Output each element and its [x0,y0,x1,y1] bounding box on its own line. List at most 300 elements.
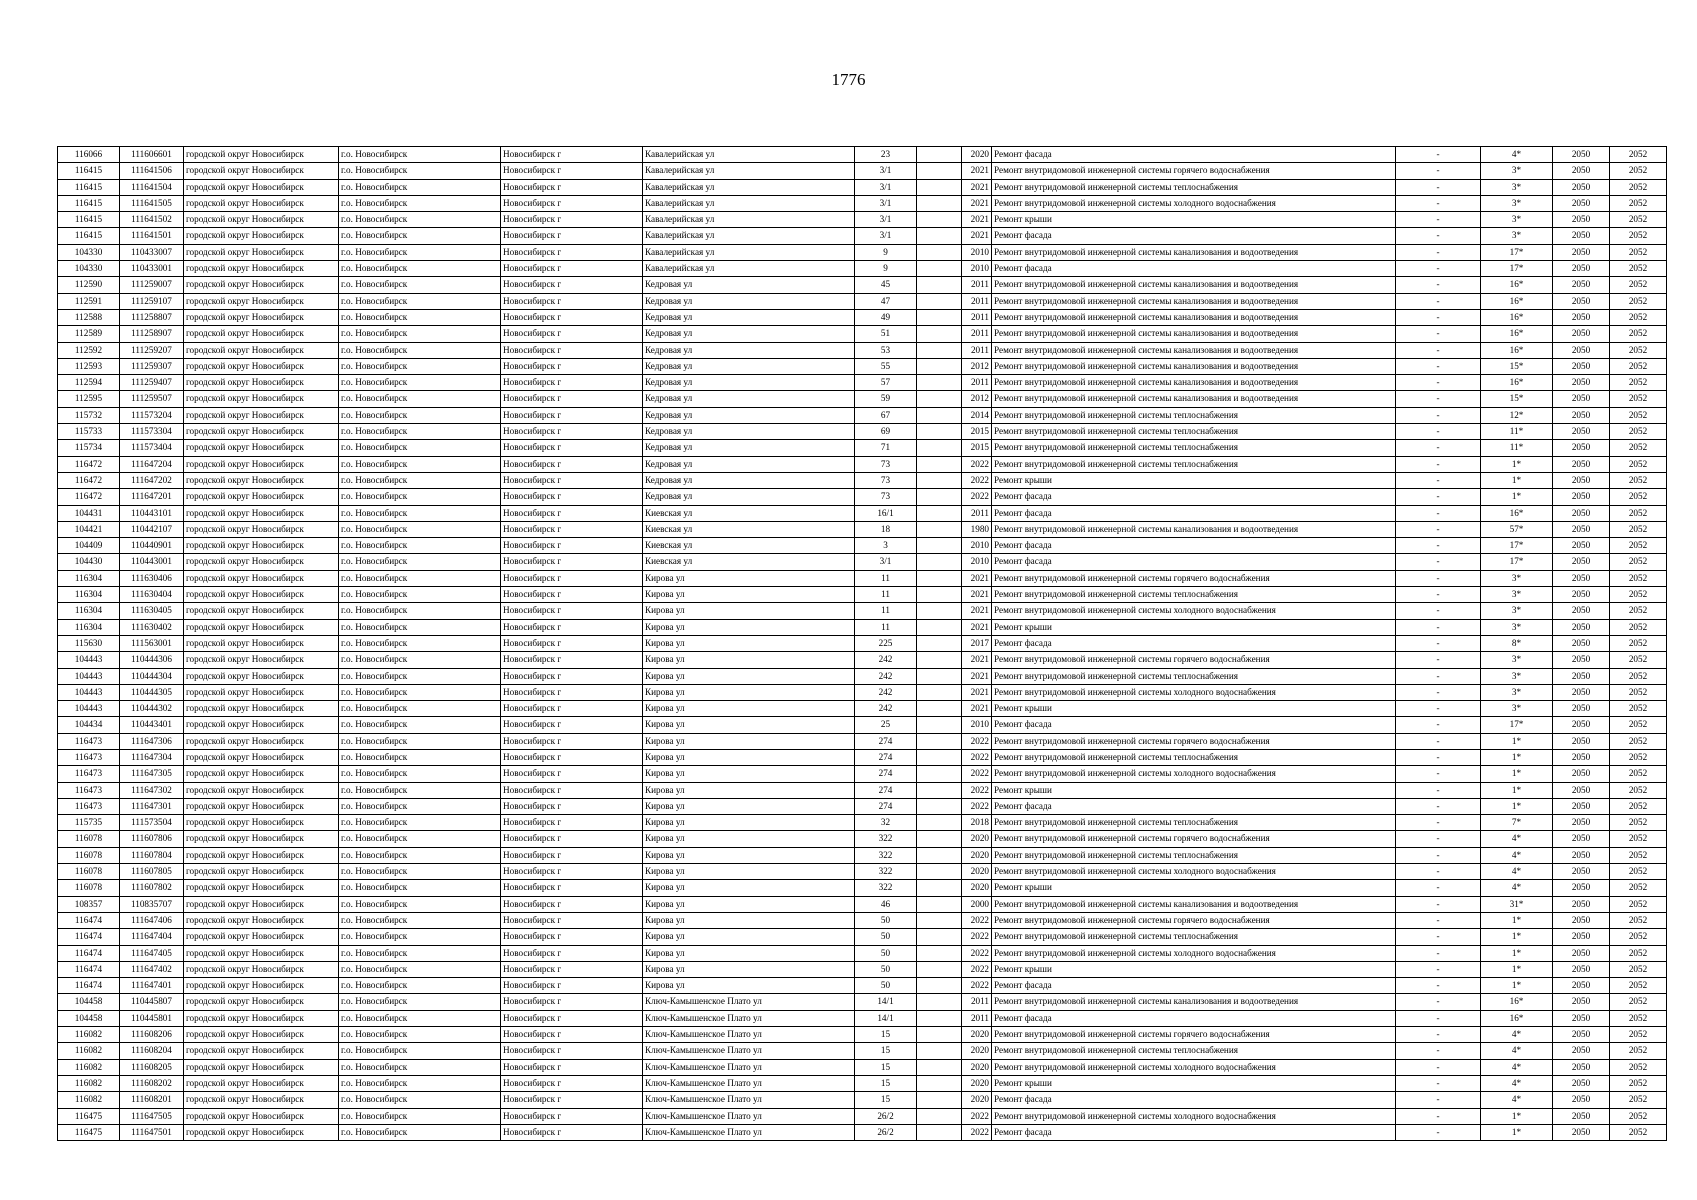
year-cell: 2000 [962,896,992,912]
building-cell [917,212,962,228]
building-cell [917,489,962,505]
house-id-cell: 116415 [58,195,120,211]
term-cell: 1* [1481,961,1553,977]
dash-cell: - [1396,652,1481,668]
table-row [58,717,1667,733]
work-type-cell: Ремонт внутридомовой инженерной системы теплоснабжения [992,456,1396,472]
municipal-entity-cell: г.о. Новосибирск [339,554,501,570]
dash-cell: - [1396,293,1481,309]
locality-cell: Новосибирск г [501,521,643,537]
plan-year-cell: 2050 [1553,766,1610,782]
municipality-cell: городской округ Новосибирск [184,896,339,912]
year-cell: 2022 [962,749,992,765]
table-row [58,375,1667,391]
work-type-cell: Ремонт фасада [992,261,1396,277]
municipality-cell: городской округ Новосибирск [184,538,339,554]
building-cell [917,782,962,798]
plan-year-cell: 2050 [1553,619,1610,635]
term-cell: 17* [1481,261,1553,277]
term-cell: 3* [1481,668,1553,684]
locality-cell: Новосибирск г [501,896,643,912]
street-cell: Кедровая ул [643,375,855,391]
house-id-cell: 104434 [58,717,120,733]
building-cell [917,994,962,1010]
locality-cell: Новосибирск г [501,652,643,668]
locality-cell: Новосибирск г [501,929,643,945]
municipality-cell: городской округ Новосибирск [184,994,339,1010]
term-cell: 16* [1481,277,1553,293]
house-number-cell: 225 [855,635,917,651]
locality-cell: Новосибирск г [501,489,643,505]
plan-year-cell: 2050 [1553,489,1610,505]
house-number-cell: 11 [855,619,917,635]
work-type-cell: Ремонт внутридомовой инженерной системы холодного водоснабжения [992,603,1396,619]
term-cell: 3* [1481,652,1553,668]
plan-year-cell: 2050 [1553,195,1610,211]
street-cell: Кавалерийская ул [643,179,855,195]
work-type-cell: Ремонт внутридомовой инженерной системы холодного водоснабжения [992,864,1396,880]
plan-year-cell: 2050 [1553,326,1610,342]
municipality-cell: городской округ Новосибирск [184,261,339,277]
dash-cell: - [1396,1027,1481,1043]
municipality-cell: городской округ Новосибирск [184,929,339,945]
house-id-cell: 115733 [58,424,120,440]
building-cell [917,1092,962,1108]
element-id-cell: 110433007 [120,244,184,260]
element-id-cell: 111647306 [120,733,184,749]
municipality-cell: городской округ Новосибирск [184,978,339,994]
table-row [58,505,1667,521]
house-id-cell: 116472 [58,472,120,488]
plan-year-end-cell: 2052 [1610,668,1667,684]
plan-year-cell: 2050 [1553,163,1610,179]
table-row [58,358,1667,374]
house-id-cell: 104409 [58,538,120,554]
plan-year-cell: 2050 [1553,1010,1610,1026]
term-cell: 17* [1481,538,1553,554]
street-cell: Кирова ул [643,619,855,635]
plan-year-end-cell: 2052 [1610,717,1667,733]
plan-year-cell: 2050 [1553,1108,1610,1124]
building-cell [917,766,962,782]
table-row [58,782,1667,798]
element-id-cell: 111647406 [120,912,184,928]
plan-year-end-cell: 2052 [1610,570,1667,586]
plan-year-end-cell: 2052 [1610,635,1667,651]
element-id-cell: 111647302 [120,782,184,798]
house-number-cell: 322 [855,864,917,880]
element-id-cell: 111647404 [120,929,184,945]
dash-cell: - [1396,244,1481,260]
house-number-cell: 50 [855,978,917,994]
locality-cell: Новосибирск г [501,619,643,635]
house-id-cell: 116304 [58,570,120,586]
plan-year-end-cell: 2052 [1610,912,1667,928]
element-id-cell: 111573304 [120,424,184,440]
building-cell [917,896,962,912]
table-row [58,424,1667,440]
plan-year-cell: 2050 [1553,521,1610,537]
building-cell [917,912,962,928]
work-type-cell: Ремонт внутридомовой инженерной системы теплоснабжения [992,929,1396,945]
dash-cell: - [1396,179,1481,195]
locality-cell: Новосибирск г [501,505,643,521]
dash-cell: - [1396,521,1481,537]
plan-year-end-cell: 2052 [1610,733,1667,749]
municipal-entity-cell: г.о. Новосибирск [339,896,501,912]
building-cell [917,440,962,456]
table-row [58,440,1667,456]
dash-cell: - [1396,668,1481,684]
locality-cell: Новосибирск г [501,277,643,293]
year-cell: 2011 [962,309,992,325]
house-id-cell: 112591 [58,293,120,309]
plan-year-cell: 2050 [1553,309,1610,325]
house-number-cell: 322 [855,831,917,847]
term-cell: 1* [1481,489,1553,505]
table-row [58,521,1667,537]
work-type-cell: Ремонт внутридомовой инженерной системы теплоснабжения [992,815,1396,831]
locality-cell: Новосибирск г [501,978,643,994]
house-id-cell: 115735 [58,815,120,831]
year-cell: 2020 [962,147,992,163]
element-id-cell: 111573204 [120,407,184,423]
work-type-cell: Ремонт внутридомовой инженерной системы горячего водоснабжения [992,733,1396,749]
street-cell: Кирова ул [643,945,855,961]
house-id-cell: 112592 [58,342,120,358]
year-cell: 2020 [962,831,992,847]
table-row [58,342,1667,358]
municipality-cell: городской округ Новосибирск [184,244,339,260]
street-cell: Киевская ул [643,521,855,537]
table-row [58,456,1667,472]
table-row [58,195,1667,211]
element-id-cell: 111630402 [120,619,184,635]
plan-year-end-cell: 2052 [1610,147,1667,163]
work-type-cell: Ремонт крыши [992,880,1396,896]
house-number-cell: 14/1 [855,994,917,1010]
year-cell: 2020 [962,1043,992,1059]
municipal-entity-cell: г.о. Новосибирск [339,424,501,440]
locality-cell: Новосибирск г [501,880,643,896]
municipality-cell: городской округ Новосибирск [184,587,339,603]
locality-cell: Новосибирск г [501,945,643,961]
term-cell: 3* [1481,570,1553,586]
dash-cell: - [1396,261,1481,277]
municipality-cell: городской округ Новосибирск [184,1075,339,1091]
house-number-cell: 3 [855,538,917,554]
municipal-entity-cell: г.о. Новосибирск [339,961,501,977]
house-number-cell: 3/1 [855,163,917,179]
house-number-cell: 50 [855,912,917,928]
house-id-cell: 116474 [58,978,120,994]
plan-year-end-cell: 2052 [1610,766,1667,782]
work-type-cell: Ремонт крыши [992,619,1396,635]
plan-year-end-cell: 2052 [1610,684,1667,700]
table-row [58,896,1667,912]
house-id-cell: 116474 [58,929,120,945]
street-cell: Кирова ул [643,929,855,945]
dash-cell: - [1396,864,1481,880]
municipal-entity-cell: г.о. Новосибирск [339,766,501,782]
element-id-cell: 111630404 [120,587,184,603]
year-cell: 2015 [962,424,992,440]
house-number-cell: 51 [855,326,917,342]
element-id-cell: 111647304 [120,749,184,765]
municipal-entity-cell: г.о. Новосибирск [339,1108,501,1124]
plan-year-end-cell: 2052 [1610,326,1667,342]
work-type-cell: Ремонт внутридомовой инженерной системы горячего водоснабжения [992,570,1396,586]
dash-cell: - [1396,391,1481,407]
street-cell: Кирова ул [643,587,855,603]
term-cell: 1* [1481,749,1553,765]
street-cell: Кедровая ул [643,293,855,309]
street-cell: Кирова ул [643,701,855,717]
element-id-cell: 111573504 [120,815,184,831]
table-row [58,798,1667,814]
table-row [58,1124,1667,1140]
dash-cell: - [1396,733,1481,749]
element-id-cell: 110433001 [120,261,184,277]
street-cell: Кедровая ул [643,489,855,505]
term-cell: 3* [1481,163,1553,179]
plan-year-end-cell: 2052 [1610,179,1667,195]
street-cell: Кирова ул [643,717,855,733]
building-cell [917,1010,962,1026]
work-type-cell: Ремонт крыши [992,1075,1396,1091]
term-cell: 1* [1481,1124,1553,1140]
plan-year-cell: 2050 [1553,424,1610,440]
street-cell: Ключ-Камышенское Плато ул [643,1108,855,1124]
house-id-cell: 104330 [58,261,120,277]
street-cell: Кирова ул [643,896,855,912]
year-cell: 2021 [962,228,992,244]
element-id-cell: 111647401 [120,978,184,994]
municipal-entity-cell: г.о. Новосибирск [339,684,501,700]
municipality-cell: городской округ Новосибирск [184,179,339,195]
municipal-entity-cell: г.о. Новосибирск [339,391,501,407]
year-cell: 2021 [962,619,992,635]
element-id-cell: 111258807 [120,309,184,325]
house-id-cell: 112595 [58,391,120,407]
municipal-entity-cell: г.о. Новосибирск [339,342,501,358]
house-id-cell: 116473 [58,749,120,765]
house-number-cell: 242 [855,652,917,668]
table-row [58,587,1667,603]
plan-year-end-cell: 2052 [1610,994,1667,1010]
municipal-entity-cell: г.о. Новосибирск [339,587,501,603]
page-number: 1776 [831,70,866,89]
house-id-cell: 116078 [58,831,120,847]
building-cell [917,798,962,814]
house-id-cell: 116082 [58,1059,120,1075]
dash-cell: - [1396,994,1481,1010]
work-type-cell: Ремонт внутридомовой инженерной системы канализования и водоотведения [992,375,1396,391]
municipality-cell: городской округ Новосибирск [184,945,339,961]
table-row [58,277,1667,293]
street-cell: Кирова ул [643,847,855,863]
term-cell: 1* [1481,945,1553,961]
house-id-cell: 116304 [58,587,120,603]
municipal-entity-cell: г.о. Новосибирск [339,472,501,488]
work-type-cell: Ремонт внутридомовой инженерной системы теплоснабжения [992,749,1396,765]
house-id-cell: 116475 [58,1124,120,1140]
street-cell: Ключ-Камышенское Плато ул [643,1059,855,1075]
plan-year-end-cell: 2052 [1610,929,1667,945]
plan-year-cell: 2050 [1553,554,1610,570]
street-cell: Ключ-Камышенское Плато ул [643,994,855,1010]
table-row [58,701,1667,717]
plan-year-end-cell: 2052 [1610,261,1667,277]
municipality-cell: городской округ Новосибирск [184,684,339,700]
municipal-entity-cell: г.о. Новосибирск [339,1075,501,1091]
dash-cell: - [1396,1075,1481,1091]
locality-cell: Новосибирск г [501,326,643,342]
term-cell: 4* [1481,1075,1553,1091]
house-id-cell: 116473 [58,782,120,798]
dash-cell: - [1396,472,1481,488]
dash-cell: - [1396,635,1481,651]
house-id-cell: 104458 [58,1010,120,1026]
municipality-cell: городской округ Новосибирск [184,815,339,831]
dash-cell: - [1396,342,1481,358]
building-cell [917,309,962,325]
street-cell: Кавалерийская ул [643,195,855,211]
plan-year-end-cell: 2052 [1610,163,1667,179]
work-type-cell: Ремонт внутридомовой инженерной системы теплоснабжения [992,1043,1396,1059]
locality-cell: Новосибирск г [501,1124,643,1140]
year-cell: 2022 [962,945,992,961]
table-row [58,179,1667,195]
plan-year-end-cell: 2052 [1610,864,1667,880]
year-cell: 2021 [962,587,992,603]
plan-year-cell: 2050 [1553,440,1610,456]
term-cell: 3* [1481,603,1553,619]
house-number-cell: 50 [855,929,917,945]
house-number-cell: 15 [855,1059,917,1075]
street-cell: Кирова ул [643,668,855,684]
street-cell: Кирова ул [643,766,855,782]
work-type-cell: Ремонт фасада [992,228,1396,244]
plan-year-end-cell: 2052 [1610,1075,1667,1091]
locality-cell: Новосибирск г [501,994,643,1010]
year-cell: 2021 [962,701,992,717]
plan-year-cell: 2050 [1553,1124,1610,1140]
dash-cell: - [1396,929,1481,945]
street-cell: Кавалерийская ул [643,163,855,179]
table-row [58,261,1667,277]
dash-cell: - [1396,749,1481,765]
term-cell: 12* [1481,407,1553,423]
street-cell: Кирова ул [643,749,855,765]
municipality-cell: городской округ Новосибирск [184,472,339,488]
element-id-cell: 111259107 [120,293,184,309]
plan-year-end-cell: 2052 [1610,896,1667,912]
dash-cell: - [1396,587,1481,603]
plan-year-cell: 2050 [1553,978,1610,994]
plan-year-cell: 2050 [1553,375,1610,391]
work-type-cell: Ремонт фасада [992,1124,1396,1140]
dash-cell: - [1396,147,1481,163]
year-cell: 2010 [962,261,992,277]
building-cell [917,603,962,619]
building-cell [917,733,962,749]
locality-cell: Новосибирск г [501,684,643,700]
year-cell: 2010 [962,554,992,570]
plan-year-end-cell: 2052 [1610,554,1667,570]
element-id-cell: 111608201 [120,1092,184,1108]
dash-cell: - [1396,798,1481,814]
municipality-cell: городской округ Новосибирск [184,880,339,896]
year-cell: 2011 [962,1010,992,1026]
element-id-cell: 111647301 [120,798,184,814]
element-id-cell: 110443401 [120,717,184,733]
element-id-cell: 111641505 [120,195,184,211]
building-cell [917,1124,962,1140]
element-id-cell: 111259307 [120,358,184,374]
dash-cell: - [1396,684,1481,700]
element-id-cell: 111607805 [120,864,184,880]
table-row [58,749,1667,765]
locality-cell: Новосибирск г [501,261,643,277]
locality-cell: Новосибирск г [501,472,643,488]
year-cell: 2022 [962,766,992,782]
element-id-cell: 111607802 [120,880,184,896]
locality-cell: Новосибирск г [501,587,643,603]
plan-year-end-cell: 2052 [1610,1043,1667,1059]
plan-year-cell: 2050 [1553,261,1610,277]
locality-cell: Новосибирск г [501,1010,643,1026]
work-type-cell: Ремонт внутридомовой инженерной системы холодного водоснабжения [992,1059,1396,1075]
street-cell: Кирова ул [643,961,855,977]
year-cell: 2011 [962,994,992,1010]
term-cell: 11* [1481,424,1553,440]
street-cell: Кедровая ул [643,472,855,488]
municipal-entity-cell: г.о. Новосибирск [339,1092,501,1108]
work-type-cell: Ремонт внутридомовой инженерной системы теплоснабжения [992,424,1396,440]
municipal-entity-cell: г.о. Новосибирск [339,407,501,423]
dash-cell: - [1396,228,1481,244]
year-cell: 2021 [962,652,992,668]
municipality-cell: городской округ Новосибирск [184,163,339,179]
municipal-entity-cell: г.о. Новосибирск [339,147,501,163]
municipality-cell: городской округ Новосибирск [184,554,339,570]
municipality-cell: городской округ Новосибирск [184,228,339,244]
municipal-entity-cell: г.о. Новосибирск [339,733,501,749]
table-row [58,831,1667,847]
year-cell: 2021 [962,195,992,211]
municipal-entity-cell: г.о. Новосибирск [339,798,501,814]
house-number-cell: 3/1 [855,212,917,228]
dash-cell: - [1396,277,1481,293]
locality-cell: Новосибирск г [501,163,643,179]
table-row [58,635,1667,651]
house-number-cell: 9 [855,261,917,277]
house-id-cell: 104431 [58,505,120,521]
work-type-cell: Ремонт внутридомовой инженерной системы горячего водоснабжения [992,1027,1396,1043]
element-id-cell: 110443101 [120,505,184,521]
table-row [58,489,1667,505]
term-cell: 57* [1481,521,1553,537]
municipal-entity-cell: г.о. Новосибирск [339,277,501,293]
dash-cell: - [1396,505,1481,521]
municipality-cell: городской округ Новосибирск [184,277,339,293]
year-cell: 2014 [962,407,992,423]
building-cell [917,945,962,961]
term-cell: 1* [1481,766,1553,782]
table-row [58,847,1667,863]
municipal-entity-cell: г.о. Новосибирск [339,163,501,179]
